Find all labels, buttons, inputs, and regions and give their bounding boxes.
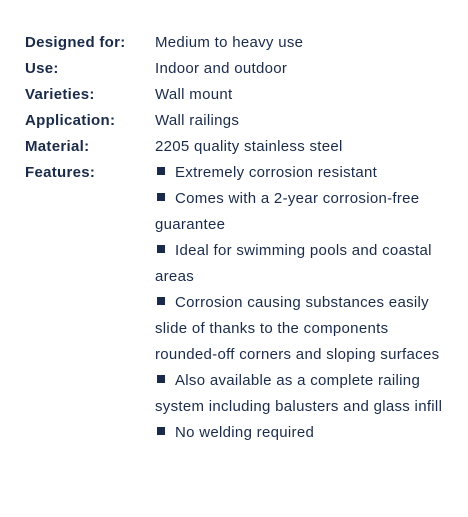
feature-text: No welding required bbox=[175, 424, 315, 441]
spec-label-designed-for: Designed for: bbox=[25, 34, 126, 51]
square-bullet-icon bbox=[157, 427, 165, 435]
spec-value-features bbox=[155, 160, 455, 446]
spec-value-designed-for: Medium to heavy use bbox=[155, 34, 304, 51]
square-bullet-icon bbox=[157, 245, 165, 253]
feature-text: Comes with a 2-year corrosion-free guarantee bbox=[155, 190, 420, 233]
spec-row-features bbox=[25, 160, 455, 446]
feature-item bbox=[155, 290, 455, 368]
feature-text: Ideal for swimming pools and coastal areas bbox=[155, 242, 432, 285]
spec-label-use: Use: bbox=[25, 60, 59, 77]
square-bullet-icon bbox=[157, 375, 165, 383]
spec-row-varieties bbox=[25, 82, 455, 108]
square-bullet-icon bbox=[157, 193, 165, 201]
feature-item bbox=[155, 368, 455, 420]
square-bullet-icon bbox=[157, 167, 165, 175]
feature-text: Also available as a complete railing system including balusters and glass infill bbox=[155, 372, 443, 415]
feature-item bbox=[155, 186, 455, 238]
spec-value-varieties: Wall mount bbox=[155, 86, 233, 103]
feature-list bbox=[155, 160, 455, 446]
spec-table bbox=[25, 30, 455, 446]
feature-item bbox=[155, 420, 455, 446]
feature-text: Extremely corrosion resistant bbox=[175, 164, 378, 181]
spec-label-varieties: Varieties: bbox=[25, 86, 95, 103]
feature-item bbox=[155, 238, 455, 290]
spec-row-application bbox=[25, 108, 455, 134]
spec-row-designed-for bbox=[25, 30, 455, 56]
spec-value-use: Indoor and outdoor bbox=[155, 60, 288, 77]
spec-label-material: Material: bbox=[25, 138, 90, 155]
spec-label-application: Application: bbox=[25, 112, 116, 129]
spec-row-use bbox=[25, 56, 455, 82]
spec-label-features: Features: bbox=[25, 164, 96, 181]
spec-row-material bbox=[25, 134, 455, 160]
spec-value-application: Wall railings bbox=[155, 112, 240, 129]
feature-item bbox=[155, 160, 455, 186]
feature-text: Corrosion causing substances easily slide of thanks to the components rounded-off corners and sloping surfaces bbox=[155, 294, 440, 363]
spec-value-material: 2205 quality stainless steel bbox=[155, 138, 343, 155]
square-bullet-icon bbox=[157, 297, 165, 305]
